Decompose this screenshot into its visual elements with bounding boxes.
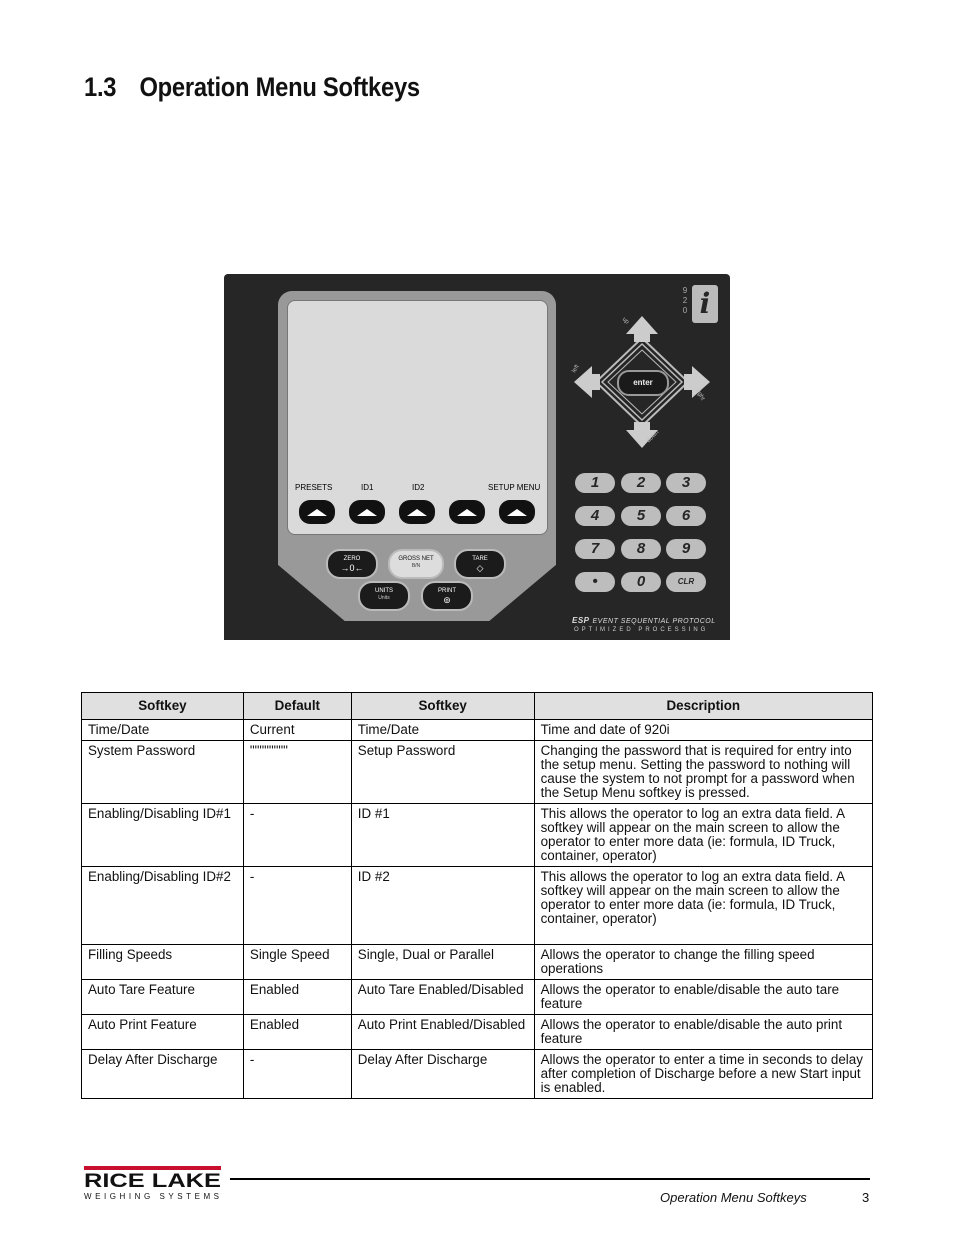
nav-left-label: left xyxy=(571,364,581,374)
column-header: Description xyxy=(534,693,872,720)
section-number: 1.3 xyxy=(84,72,117,102)
table-cell: System Password xyxy=(82,741,244,804)
enter-key: enter xyxy=(617,370,669,396)
print-icon: ⊚ xyxy=(443,595,451,606)
table-cell: Delay After Discharge xyxy=(351,1050,534,1099)
units-key xyxy=(358,581,410,611)
table-cell: Allows the operator to enable/disable the auto tare feature xyxy=(534,980,872,1015)
rice-lake-logo xyxy=(84,1166,224,1202)
up-triangle-icon xyxy=(407,509,427,516)
table-cell: - xyxy=(243,867,351,945)
up-triangle-icon xyxy=(507,509,527,516)
table-row xyxy=(82,980,873,1015)
units-key-label: UNITS xyxy=(375,588,393,594)
optimized-processing: OPTIMIZED PROCESSING xyxy=(574,627,709,633)
gross-net-key-sub: B/N xyxy=(411,563,421,570)
softkey-button-2 xyxy=(349,500,385,524)
gross-net-key-label: GROSS NET xyxy=(398,556,434,562)
table-cell: Allows the operator to change the filling speed operations xyxy=(534,945,872,980)
tare-icon: ◇ xyxy=(476,563,484,574)
keypad-3: 3 xyxy=(666,473,706,493)
table-cell: Enabling/Disabling ID#1 xyxy=(82,804,244,867)
table-cell: - xyxy=(243,1050,351,1099)
keypad-8: 8 xyxy=(621,539,661,559)
tare-key-label: TARE xyxy=(472,556,488,562)
footer-divider xyxy=(230,1178,870,1180)
table-row xyxy=(82,867,873,945)
tare-key xyxy=(454,549,506,579)
table-cell: ID #1 xyxy=(351,804,534,867)
column-header: Softkey xyxy=(351,693,534,720)
softkey-button-1 xyxy=(299,500,335,524)
zero-icon: →0← xyxy=(340,563,364,574)
table-cell: This allows the operator to log an extra data field. A softkey will appear on the main screen to allow the operator to enter more data (ie: formula, ID Truck, container, operator) xyxy=(534,804,872,867)
table-cell: Auto Print Enabled/Disabled xyxy=(351,1015,534,1050)
softkey-label-id1: ID1 xyxy=(361,483,374,492)
keypad-4: 4 xyxy=(575,506,615,526)
keypad-clr: CLR xyxy=(666,572,706,592)
esp-brand: ESP xyxy=(572,616,590,625)
table-cell: Delay After Discharge xyxy=(82,1050,244,1099)
softkey-table xyxy=(81,692,873,1099)
nav-down-label: down xyxy=(645,429,661,445)
print-key xyxy=(421,581,473,611)
esp-line xyxy=(572,616,716,625)
table-cell: Changing the password that is required for entry into the setup menu. Setting the password to nothing will cause the system to not prompt for a password when the Setup Menu softkey is pressed. xyxy=(534,741,872,804)
table-row xyxy=(82,804,873,867)
softkey-label-id2: ID2 xyxy=(412,483,425,492)
zero-key-label: ZERO xyxy=(343,556,361,562)
keypad-5: 5 xyxy=(621,506,661,526)
keypad-decimal: • xyxy=(575,572,615,592)
keypad-0: 0 xyxy=(621,572,661,592)
keypad-7: 7 xyxy=(575,539,615,559)
table-cell: Setup Password xyxy=(351,741,534,804)
print-key-label: PRINT xyxy=(438,588,456,594)
keypad-9: 9 xyxy=(666,539,706,559)
table-cell: Time and date of 920i xyxy=(534,720,872,741)
table-row xyxy=(82,741,873,804)
softkey-button-4 xyxy=(449,500,485,524)
table-cell: Auto Tare Enabled/Disabled xyxy=(351,980,534,1015)
table-row xyxy=(82,1015,873,1050)
up-triangle-icon xyxy=(357,509,377,516)
nav-up-label: up xyxy=(620,316,630,326)
keypad-2: 2 xyxy=(621,473,661,493)
table-cell: This allows the operator to log an extra data field. A softkey will appear on the main screen to allow the operator to enter more data (ie: formula, ID Truck, container, operator) xyxy=(534,867,872,945)
table-row xyxy=(82,1050,873,1099)
table-cell: Single Speed xyxy=(243,945,351,980)
logo-brand-sub: WEIGHING SYSTEMS xyxy=(84,1192,221,1201)
table-cell: Auto Tare Feature xyxy=(82,980,244,1015)
esp-text: EVENT SEQUENTIAL PROTOCOL xyxy=(592,618,716,625)
gross-net-key xyxy=(388,549,444,579)
section-title xyxy=(84,72,420,103)
table-row xyxy=(82,720,873,741)
table-cell: Allows the operator to enable/disable the auto print feature xyxy=(534,1015,872,1050)
column-header: Softkey xyxy=(82,693,244,720)
table-cell: Time/Date xyxy=(351,720,534,741)
table-cell: """""""" xyxy=(243,741,351,804)
nav-right-label: right xyxy=(694,388,706,402)
table-cell: Auto Print Feature xyxy=(82,1015,244,1050)
table-header-row xyxy=(82,693,873,720)
column-header: Default xyxy=(243,693,351,720)
softkey-label-setup-menu: SETUP MENU xyxy=(488,483,541,492)
keypad-6: 6 xyxy=(666,506,706,526)
i-logo: i xyxy=(692,285,718,323)
keypad-1: 1 xyxy=(575,473,615,493)
up-triangle-icon xyxy=(457,509,477,516)
table-cell: - xyxy=(243,804,351,867)
footer-section-name: Operation Menu Softkeys xyxy=(660,1190,807,1205)
table-cell: Enabled xyxy=(243,1015,351,1050)
table-cell: Enabling/Disabling ID#2 xyxy=(82,867,244,945)
page-number: 3 xyxy=(862,1190,870,1205)
zero-key xyxy=(326,549,378,579)
table-cell: Current xyxy=(243,720,351,741)
table-row xyxy=(82,945,873,980)
logo-brand: RICE LAKE xyxy=(84,1171,221,1192)
softkey-button-5 xyxy=(499,500,535,524)
indicator-panel-image xyxy=(224,274,730,640)
table-cell: Single, Dual or Parallel xyxy=(351,945,534,980)
up-triangle-icon xyxy=(307,509,327,516)
units-key-sub: Units xyxy=(378,595,390,602)
table-cell: Allows the operator to enter a time in seconds to delay after completion of Discharge before a new Start input is enabled. xyxy=(534,1050,872,1099)
table-cell: ID #2 xyxy=(351,867,534,945)
up-arrow-icon xyxy=(626,316,658,342)
model-number: 920 xyxy=(682,286,688,315)
softkey-button-3 xyxy=(399,500,435,524)
table-cell: Time/Date xyxy=(82,720,244,741)
softkey-label-presets: PRESETS xyxy=(295,483,333,492)
section-heading: Operation Menu Softkeys xyxy=(139,72,420,102)
table-cell: Filling Speeds xyxy=(82,945,244,980)
table-cell: Enabled xyxy=(243,980,351,1015)
